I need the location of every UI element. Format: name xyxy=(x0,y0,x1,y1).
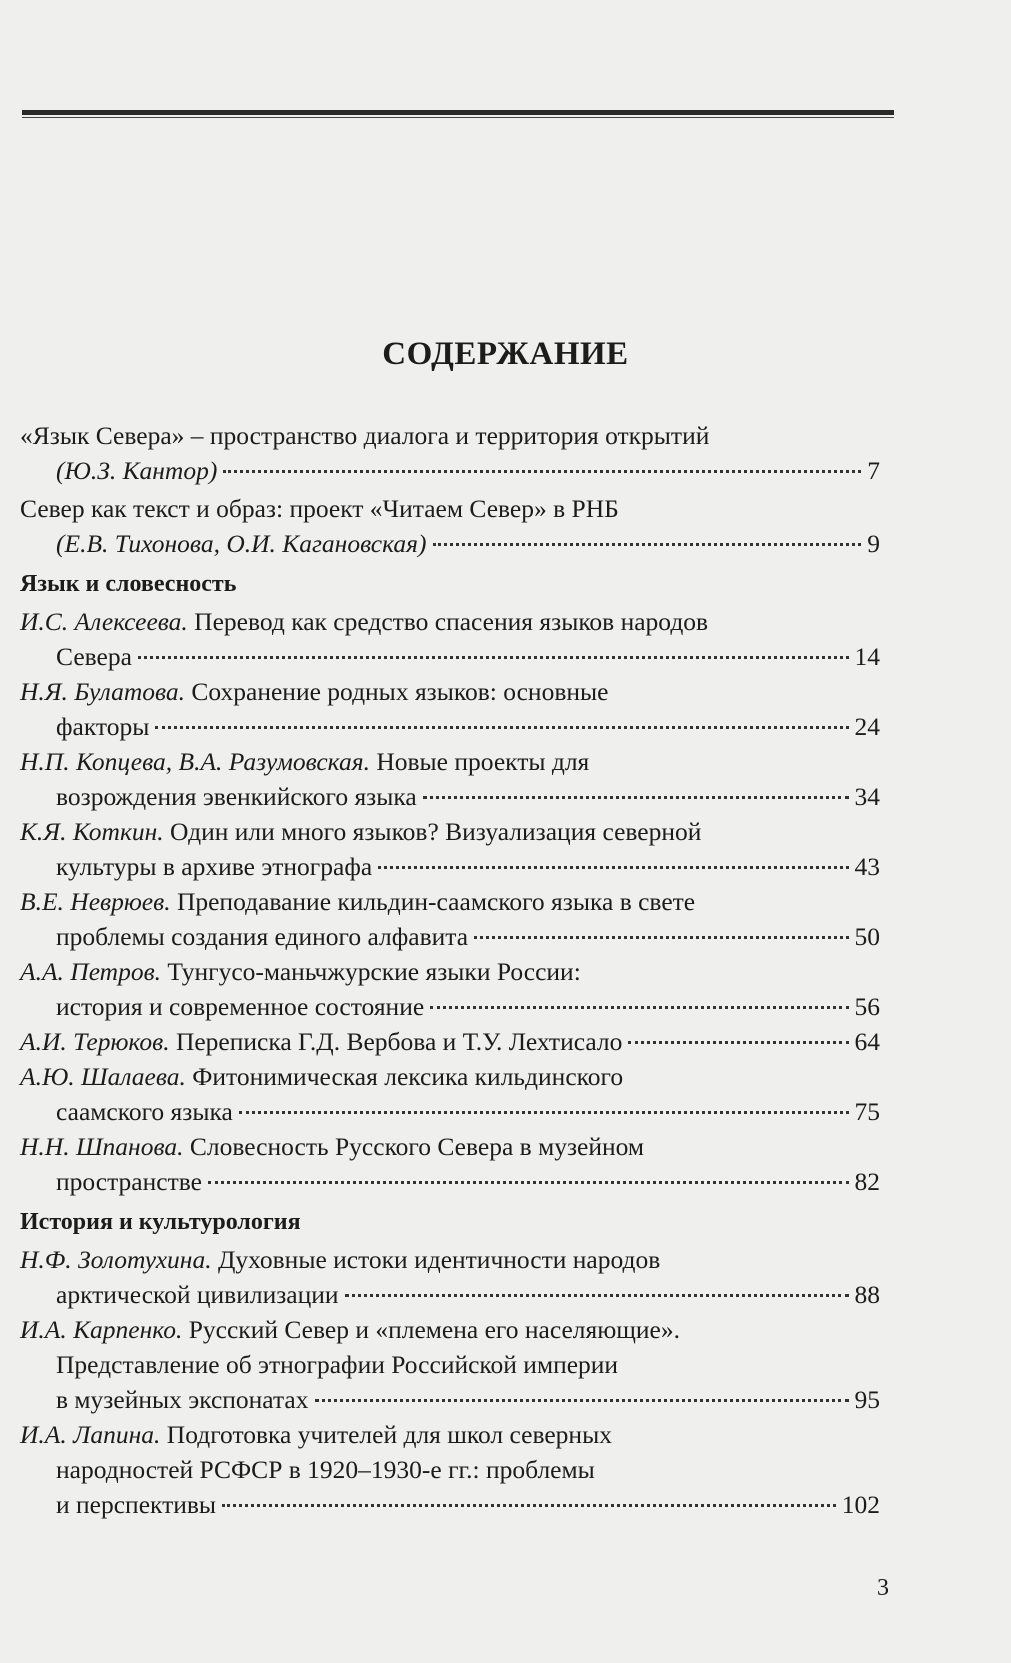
page-folio: 3 xyxy=(877,1575,889,1601)
toc-entry xyxy=(20,814,880,884)
entry-title-cont: факторы xyxy=(56,712,150,741)
page-number: 82 xyxy=(854,1167,880,1196)
entry-author: Ю.З. Кантор xyxy=(64,456,209,485)
page-number: 95 xyxy=(854,1385,880,1414)
leader-dots xyxy=(628,1041,848,1044)
leader-dots xyxy=(208,1181,849,1184)
page-number: 56 xyxy=(854,992,880,1021)
entry-title: Переписка Г.Д. Вербова и Т.У. Лехтисало xyxy=(169,1027,623,1056)
entry-author: Н.Н. Шпанова. xyxy=(20,1132,184,1161)
leader-dots xyxy=(239,1111,849,1114)
entry-author: И.С. Алексеева. xyxy=(20,607,188,636)
entry-title: Сохранение родных языков: основные xyxy=(185,677,609,706)
toc-entry: Север как текст и образ: проект «Читаем Север» в РНБ (Е.В. Тихонова, О.И. Кагановская) 9 xyxy=(20,491,880,561)
entry-title-cont: культуры в архиве этнографа xyxy=(56,852,373,881)
entry-author: Е.В. Тихонова, О.И. Кагановская xyxy=(64,529,419,558)
entry-author: А.Ю. Шалаева. xyxy=(20,1062,186,1091)
section-heading: Язык и словесность xyxy=(20,571,237,597)
entry-title: Подготовка учителей для школ северных xyxy=(160,1420,612,1449)
entry-author: Н.П. Копцева, В.А. Разумовская. xyxy=(20,747,370,776)
leader-dots xyxy=(155,726,848,729)
leader-dots xyxy=(430,1006,848,1009)
entry-title-cont: народностей РСФСР в 1920–1930-е гг.: проблемы xyxy=(56,1455,595,1484)
page-number: 34 xyxy=(854,782,880,811)
entry-title-cont: и перспективы xyxy=(56,1490,217,1519)
entry-title-cont: проблемы создания единого алфавита xyxy=(56,922,469,951)
entry-title: «Язык Севера» – пространство диалога и территория открытий xyxy=(20,421,710,450)
toc-entry xyxy=(20,604,880,674)
entry-title: Преподавание кильдин-саамского языка в свете xyxy=(170,887,696,916)
entry-title: Перевод как средство спасения языков народов xyxy=(187,607,709,636)
page-number: 64 xyxy=(854,1027,880,1056)
toc-entry xyxy=(20,1024,880,1059)
entry-title-cont: арктической цивилизации xyxy=(56,1280,339,1309)
entry-title: Тунгусо-маньчжурские языки России: xyxy=(161,957,581,986)
leader-dots xyxy=(223,470,861,473)
entry-author: В.Е. Неврюев. xyxy=(20,887,171,916)
entry-title-cont: пространстве xyxy=(56,1167,202,1196)
entry-author: К.Я. Коткин. xyxy=(20,817,164,846)
toc-entry xyxy=(20,884,880,954)
leader-dots xyxy=(315,1399,849,1402)
table-of-contents xyxy=(20,418,880,1522)
entry-title-cont: Представление об этнографии Российской империи xyxy=(56,1350,619,1379)
leader-dots xyxy=(222,1504,836,1507)
toc-entry xyxy=(20,744,880,814)
leader-dots xyxy=(138,656,849,659)
entry-title: Фитонимическая лексика кильдинского xyxy=(185,1062,624,1091)
page-number: 43 xyxy=(854,852,880,881)
entry-title-cont: саамского языка xyxy=(56,1097,233,1126)
toc-entry xyxy=(20,1059,880,1129)
entry-title: Духовные истоки идентичности народов xyxy=(211,1245,661,1274)
entry-author: И.А. Лапина. xyxy=(20,1420,161,1449)
entry-title-cont: Севера xyxy=(56,642,132,671)
entry-title-cont: в музейных экспонатах xyxy=(56,1385,309,1414)
entry-title-cont: история и современное состояние xyxy=(56,992,425,1021)
toc-entry xyxy=(20,1242,880,1312)
entry-author: А.А. Петров. xyxy=(20,957,162,986)
page-number: 14 xyxy=(854,642,880,671)
page-number: 50 xyxy=(854,922,880,951)
entry-author: А.И. Терюков. xyxy=(20,1027,170,1056)
toc-entry xyxy=(20,1312,880,1417)
leader-dots xyxy=(345,1294,849,1297)
page-number: 24 xyxy=(854,712,880,741)
entry-title: Один или много языков? Визуализация северной xyxy=(163,817,702,846)
entry-author: И.А. Карпенко. xyxy=(20,1315,183,1344)
toc-entry xyxy=(20,674,880,744)
entry-title: Словесность Русского Севера в музейном xyxy=(183,1132,645,1161)
entry-author: Н.Я. Булатова. xyxy=(20,677,186,706)
entry-title: Новые проекты для xyxy=(369,747,590,776)
page-number: 88 xyxy=(854,1280,880,1309)
entry-title: Русский Север и «племена его населяющие». xyxy=(182,1315,680,1344)
leader-dots xyxy=(423,796,849,799)
toc-entry: «Язык Севера» – пространство диалога и территория открытий (Ю.З. Кантор) 7 xyxy=(20,418,880,488)
toc-entry xyxy=(20,954,880,1024)
page-number: 75 xyxy=(854,1097,880,1126)
page-number: 9 xyxy=(867,529,880,558)
toc-entry xyxy=(20,1129,880,1199)
section-heading: История и культурология xyxy=(20,1209,301,1235)
entry-title-cont: возрождения эвенкийского языка xyxy=(56,782,417,811)
entry-title: Север как текст и образ: проект «Читаем Север» в РНБ xyxy=(20,494,619,523)
header-rule xyxy=(22,110,894,115)
toc-entry xyxy=(20,1417,880,1522)
page-number: 102 xyxy=(841,1490,880,1519)
entry-author: Н.Ф. Золотухина. xyxy=(20,1245,212,1274)
page-title: СОДЕРЖАНИЕ xyxy=(382,336,629,372)
leader-dots xyxy=(433,543,862,546)
header-rule-thin xyxy=(22,117,894,118)
page-number: 7 xyxy=(867,456,880,485)
leader-dots xyxy=(474,936,848,939)
leader-dots xyxy=(378,866,848,869)
